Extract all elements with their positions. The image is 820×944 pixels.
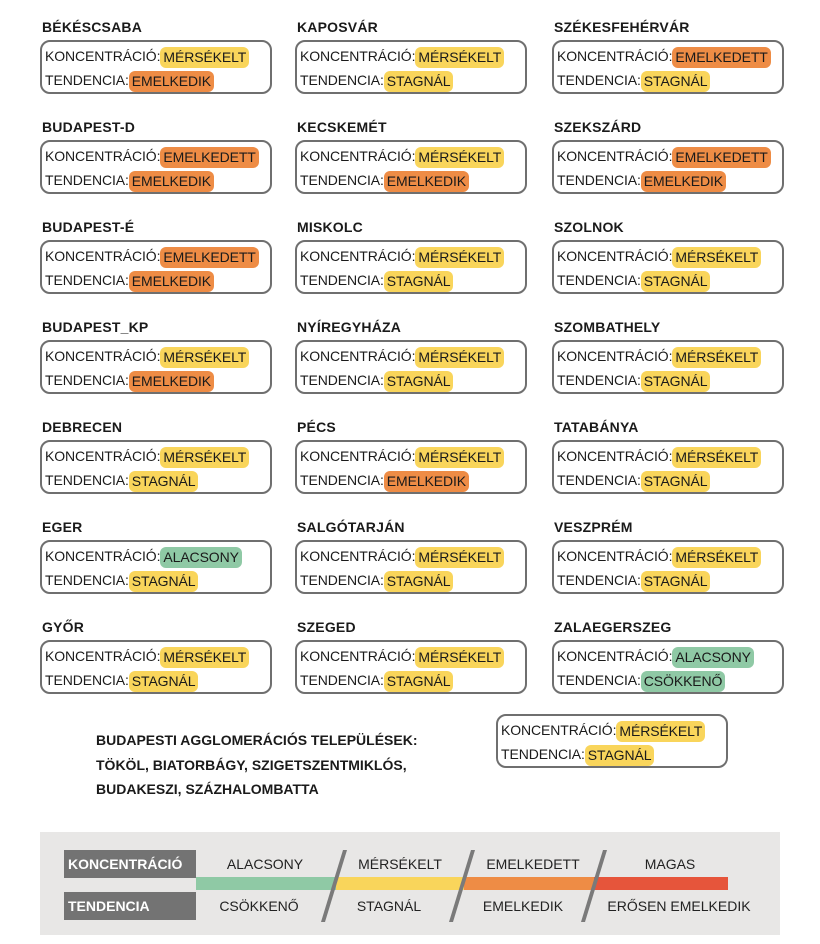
city-card (40, 540, 272, 594)
concentration-label: KONCENTRÁCIÓ: (45, 48, 161, 64)
city-block (295, 118, 527, 194)
concentration-label: KONCENTRÁCIÓ: (557, 648, 673, 664)
city-block (295, 18, 527, 94)
concentration-badge: EMELKEDETT (160, 147, 258, 168)
trend-row (45, 168, 268, 192)
trend-row (300, 368, 523, 392)
concentration-row (557, 444, 780, 468)
concentration-row (557, 544, 780, 568)
concentration-label: KONCENTRÁCIÓ: (300, 48, 416, 64)
legend-concentration-elevated: EMELKEDETT (486, 856, 580, 872)
trend-row (300, 468, 523, 492)
trend-label: TENDENCIA: (501, 746, 585, 762)
trend-row (300, 168, 523, 192)
city-name: ZALAEGERSZEG (554, 619, 672, 635)
trend-badge: STAGNÁL (641, 371, 711, 392)
city-card (552, 640, 784, 694)
trend-row (300, 68, 523, 92)
city-card (40, 440, 272, 494)
city-block (40, 418, 272, 494)
trend-badge: EMELKEDIK (129, 171, 214, 192)
trend-label: TENDENCIA: (300, 172, 384, 188)
city-block (552, 118, 784, 194)
city-card (552, 540, 784, 594)
concentration-badge: MÉRSÉKELT (160, 347, 249, 368)
concentration-badge: ALACSONY (672, 647, 753, 668)
trend-badge: EMELKEDIK (384, 471, 469, 492)
trend-row (557, 368, 780, 392)
concentration-badge: MÉRSÉKELT (415, 347, 504, 368)
concentration-row (300, 244, 523, 268)
city-card (40, 240, 272, 294)
concentration-badge: MÉRSÉKELT (160, 47, 249, 68)
legend-bar-high (594, 877, 728, 890)
city-name: MISKOLC (297, 219, 363, 235)
trend-row (557, 568, 780, 592)
trend-row (557, 268, 780, 292)
concentration-row (45, 644, 268, 668)
agglomeration-line: BUDAKESZI, SZÁZHALOMBATTA (96, 781, 319, 797)
city-card (40, 340, 272, 394)
concentration-row (300, 644, 523, 668)
trend-label: TENDENCIA: (45, 272, 129, 288)
concentration-label: KONCENTRÁCIÓ: (300, 548, 416, 564)
concentration-badge: MÉRSÉKELT (415, 547, 504, 568)
city-card (295, 640, 527, 694)
trend-label: TENDENCIA: (300, 272, 384, 288)
legend (40, 832, 780, 935)
legend-concentration-moderate: MÉRSÉKELT (358, 856, 442, 872)
concentration-row (501, 718, 724, 742)
city-block (295, 418, 527, 494)
trend-label: TENDENCIA: (557, 672, 641, 688)
city-name: EGER (42, 519, 83, 535)
trend-row (557, 168, 780, 192)
concentration-label: KONCENTRÁCIÓ: (557, 348, 673, 364)
trend-badge: STAGNÁL (641, 471, 711, 492)
city-card (40, 40, 272, 94)
city-name: PÉCS (297, 419, 336, 435)
trend-row (300, 268, 523, 292)
trend-badge: STAGNÁL (384, 571, 454, 592)
trend-label: TENDENCIA: (300, 472, 384, 488)
concentration-label: KONCENTRÁCIÓ: (557, 448, 673, 464)
concentration-badge: EMELKEDETT (160, 247, 258, 268)
trend-badge: STAGNÁL (641, 71, 711, 92)
concentration-badge: MÉRSÉKELT (616, 721, 705, 742)
city-block (295, 618, 527, 694)
trend-badge: STAGNÁL (129, 671, 199, 692)
agglomeration-card-wrap (496, 710, 728, 768)
concentration-label: KONCENTRÁCIÓ: (300, 448, 416, 464)
trend-row (557, 68, 780, 92)
concentration-row (300, 344, 523, 368)
city-card (295, 140, 527, 194)
trend-label: TENDENCIA: (557, 572, 641, 588)
concentration-label: KONCENTRÁCIÓ: (501, 722, 617, 738)
trend-row (501, 742, 724, 766)
trend-row (557, 468, 780, 492)
trend-row (45, 368, 268, 392)
trend-label: TENDENCIA: (557, 72, 641, 88)
trend-badge: STAGNÁL (129, 471, 199, 492)
legend-trend-stagnant: STAGNÁL (356, 898, 422, 914)
concentration-row (557, 44, 780, 68)
legend-bar-low (196, 877, 336, 890)
city-name: KECSKEMÉT (297, 119, 387, 135)
trend-badge: STAGNÁL (585, 745, 655, 766)
city-name: SZOLNOK (554, 219, 624, 235)
trend-row (45, 468, 268, 492)
city-block (552, 618, 784, 694)
concentration-label: KONCENTRÁCIÓ: (300, 148, 416, 164)
city-name: SZOMBATHELY (554, 319, 661, 335)
trend-row (557, 668, 780, 692)
concentration-row (300, 444, 523, 468)
concentration-badge: MÉRSÉKELT (672, 247, 761, 268)
concentration-row (557, 344, 780, 368)
legend-trend-decreasing: CSÖKKENŐ (219, 898, 299, 914)
city-block (295, 318, 527, 394)
trend-badge: EMELKEDIK (384, 171, 469, 192)
agglomeration-line: BUDAPESTI AGGLOMERÁCIÓS TELEPÜLÉSEK: (96, 732, 418, 748)
city-card (40, 640, 272, 694)
concentration-label: KONCENTRÁCIÓ: (45, 448, 161, 464)
concentration-row (557, 244, 780, 268)
city-block (552, 518, 784, 594)
trend-label: TENDENCIA: (557, 372, 641, 388)
trend-badge: STAGNÁL (384, 671, 454, 692)
trend-label: TENDENCIA: (300, 372, 384, 388)
agglomeration-card (496, 714, 728, 768)
city-card (552, 440, 784, 494)
trend-badge: CSÖKKENŐ (641, 671, 726, 692)
legend-trend-rising: EMELKEDIK (482, 898, 564, 914)
concentration-badge: MÉRSÉKELT (672, 447, 761, 468)
city-name: VESZPRÉM (554, 519, 633, 535)
legend-trend-header: TENDENCIA (64, 892, 196, 920)
concentration-label: KONCENTRÁCIÓ: (300, 248, 416, 264)
city-card (295, 440, 527, 494)
city-name: SZEKSZÁRD (554, 119, 642, 135)
concentration-row (557, 144, 780, 168)
trend-label: TENDENCIA: (557, 172, 641, 188)
trend-label: TENDENCIA: (45, 572, 129, 588)
concentration-row (45, 244, 268, 268)
city-name: SZÉKESFEHÉRVÁR (554, 19, 690, 35)
trend-row (45, 568, 268, 592)
trend-badge: STAGNÁL (384, 371, 454, 392)
city-card (40, 140, 272, 194)
city-block (552, 18, 784, 94)
city-name: BUDAPEST_KP (42, 319, 149, 335)
trend-label: TENDENCIA: (300, 72, 384, 88)
city-card (295, 340, 527, 394)
city-card (295, 240, 527, 294)
trend-badge: STAGNÁL (384, 271, 454, 292)
city-block (295, 218, 527, 294)
concentration-badge: MÉRSÉKELT (415, 147, 504, 168)
concentration-row (45, 44, 268, 68)
city-block (40, 18, 272, 94)
concentration-label: KONCENTRÁCIÓ: (557, 548, 673, 564)
trend-row (45, 68, 268, 92)
agglomeration-title (96, 728, 418, 802)
trend-label: TENDENCIA: (45, 172, 129, 188)
trend-badge: STAGNÁL (384, 71, 454, 92)
city-card (295, 540, 527, 594)
legend-concentration-header: KONCENTRÁCIÓ (64, 850, 196, 878)
concentration-label: KONCENTRÁCIÓ: (557, 148, 673, 164)
city-name: BUDAPEST-É (42, 219, 135, 235)
legend-concentration-high: MAGAS (644, 856, 696, 872)
trend-badge: EMELKEDIK (129, 271, 214, 292)
concentration-label: KONCENTRÁCIÓ: (557, 48, 673, 64)
trend-badge: EMELKEDIK (641, 171, 726, 192)
trend-badge: STAGNÁL (641, 571, 711, 592)
concentration-row (45, 144, 268, 168)
trend-badge: STAGNÁL (129, 571, 199, 592)
concentration-badge: MÉRSÉKELT (415, 647, 504, 668)
concentration-badge: MÉRSÉKELT (415, 447, 504, 468)
concentration-label: KONCENTRÁCIÓ: (300, 348, 416, 364)
trend-badge: EMELKEDIK (129, 371, 214, 392)
city-name: NYÍREGYHÁZA (297, 319, 402, 335)
city-name: SZEGED (297, 619, 356, 635)
concentration-badge: MÉRSÉKELT (672, 347, 761, 368)
concentration-row (45, 344, 268, 368)
concentration-badge: MÉRSÉKELT (415, 247, 504, 268)
legend-bar-elevated (464, 877, 594, 890)
trend-row (45, 668, 268, 692)
city-block (40, 518, 272, 594)
trend-row (300, 668, 523, 692)
concentration-badge: MÉRSÉKELT (672, 547, 761, 568)
trend-badge: EMELKEDIK (129, 71, 214, 92)
trend-label: TENDENCIA: (45, 72, 129, 88)
city-block (40, 618, 272, 694)
concentration-label: KONCENTRÁCIÓ: (45, 248, 161, 264)
trend-label: TENDENCIA: (300, 572, 384, 588)
trend-label: TENDENCIA: (45, 372, 129, 388)
concentration-badge: EMELKEDETT (672, 47, 770, 68)
concentration-label: KONCENTRÁCIÓ: (300, 648, 416, 664)
concentration-badge: ALACSONY (160, 547, 241, 568)
concentration-label: KONCENTRÁCIÓ: (45, 148, 161, 164)
concentration-label: KONCENTRÁCIÓ: (45, 348, 161, 364)
concentration-row (300, 44, 523, 68)
city-name: SALGÓTARJÁN (297, 519, 405, 535)
concentration-label: KONCENTRÁCIÓ: (45, 648, 161, 664)
trend-badge: STAGNÁL (641, 271, 711, 292)
legend-concentration-low: ALACSONY (226, 856, 304, 872)
concentration-row (300, 144, 523, 168)
trend-row (300, 568, 523, 592)
city-block (40, 218, 272, 294)
city-card (552, 340, 784, 394)
concentration-row (557, 644, 780, 668)
city-block (552, 418, 784, 494)
city-name: GYŐR (42, 619, 85, 635)
city-card (552, 40, 784, 94)
city-block (40, 318, 272, 394)
city-name: TATABÁNYA (554, 419, 639, 435)
agglomeration-line: TÖKÖL, BIATORBÁGY, SZIGETSZENTMIKLÓS, (96, 756, 407, 773)
concentration-badge: EMELKEDETT (672, 147, 770, 168)
legend-trend-strongly-rising: ERŐSEN EMELKEDIK (607, 898, 751, 914)
concentration-row (45, 444, 268, 468)
city-name: KAPOSVÁR (297, 19, 378, 35)
concentration-label: KONCENTRÁCIÓ: (557, 248, 673, 264)
trend-label: TENDENCIA: (45, 472, 129, 488)
city-card (552, 240, 784, 294)
trend-label: TENDENCIA: (557, 272, 641, 288)
city-name: BÉKÉSCSABA (42, 19, 143, 35)
concentration-row (300, 544, 523, 568)
trend-label: TENDENCIA: (45, 672, 129, 688)
city-card (295, 40, 527, 94)
city-name: DEBRECEN (42, 419, 123, 435)
city-block (552, 218, 784, 294)
trend-label: TENDENCIA: (557, 472, 641, 488)
city-card (552, 140, 784, 194)
city-name: BUDAPEST-D (42, 119, 136, 135)
city-block (295, 518, 527, 594)
trend-row (45, 268, 268, 292)
concentration-row (45, 544, 268, 568)
concentration-badge: MÉRSÉKELT (160, 447, 249, 468)
trend-label: TENDENCIA: (300, 672, 384, 688)
city-block (40, 118, 272, 194)
concentration-label: KONCENTRÁCIÓ: (45, 548, 161, 564)
city-block (552, 318, 784, 394)
legend-bar-moderate (336, 877, 464, 890)
concentration-badge: MÉRSÉKELT (415, 47, 504, 68)
concentration-badge: MÉRSÉKELT (160, 647, 249, 668)
